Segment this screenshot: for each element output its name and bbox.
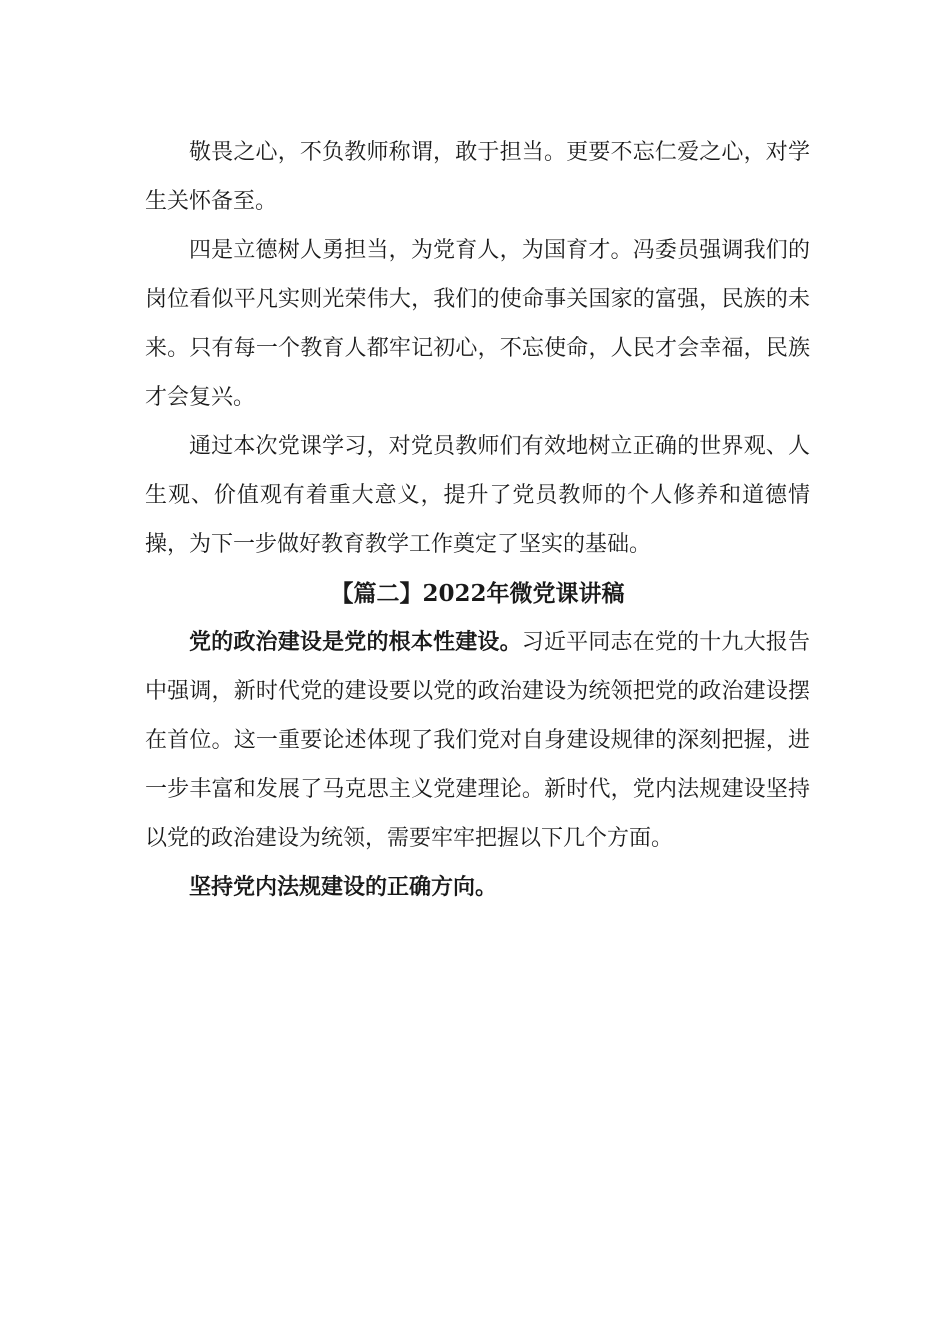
paragraph-intro-lead: 党的政治建设是党的根本性建设。 — [189, 629, 522, 655]
document-body — [145, 128, 810, 912]
paragraph-intro-body: 习近平同志在党的十九大报告中强调，新时代党的建设要以党的政治建设为统领把党的政治建设摆在首位。这一重要论述体现了我们党对自身建设规律的深刻把握，进一步丰富和发展了马克思主义党建理论。新时代，党内法规建设坚持以党的政治建设为统领，需要牢牢把握以下几个方面。 — [145, 630, 810, 851]
paragraph-intro — [145, 618, 810, 863]
paragraph-four: 四是立德树人勇担当，为党育人，为国育才。冯委员强调我们的岗位看似平凡实则光荣伟大，我们的使命事关国家的富强，民族的未来。只有每一个教育人都牢记初心，不忘使命，人民才会幸福，民族才会复兴。 — [145, 238, 810, 410]
paragraph-summary: 通过本次党课学习，对党员教师们有效地树立正确的世界观、人生观、价值观有着重大意义，提升了党员教师的个人修养和道德情操，为下一步做好教育教学工作奠定了坚实的基础。 — [145, 434, 810, 557]
section-heading: 【篇二】2022年微党课讲稿 — [330, 580, 625, 607]
subheading-direction: 坚持党内法规建设的正确方向。 — [189, 874, 498, 900]
paragraph-continuation: 敬畏之心，不负教师称谓，敢于担当。更要不忘仁爱之心，对学生关怀备至。 — [145, 140, 810, 214]
